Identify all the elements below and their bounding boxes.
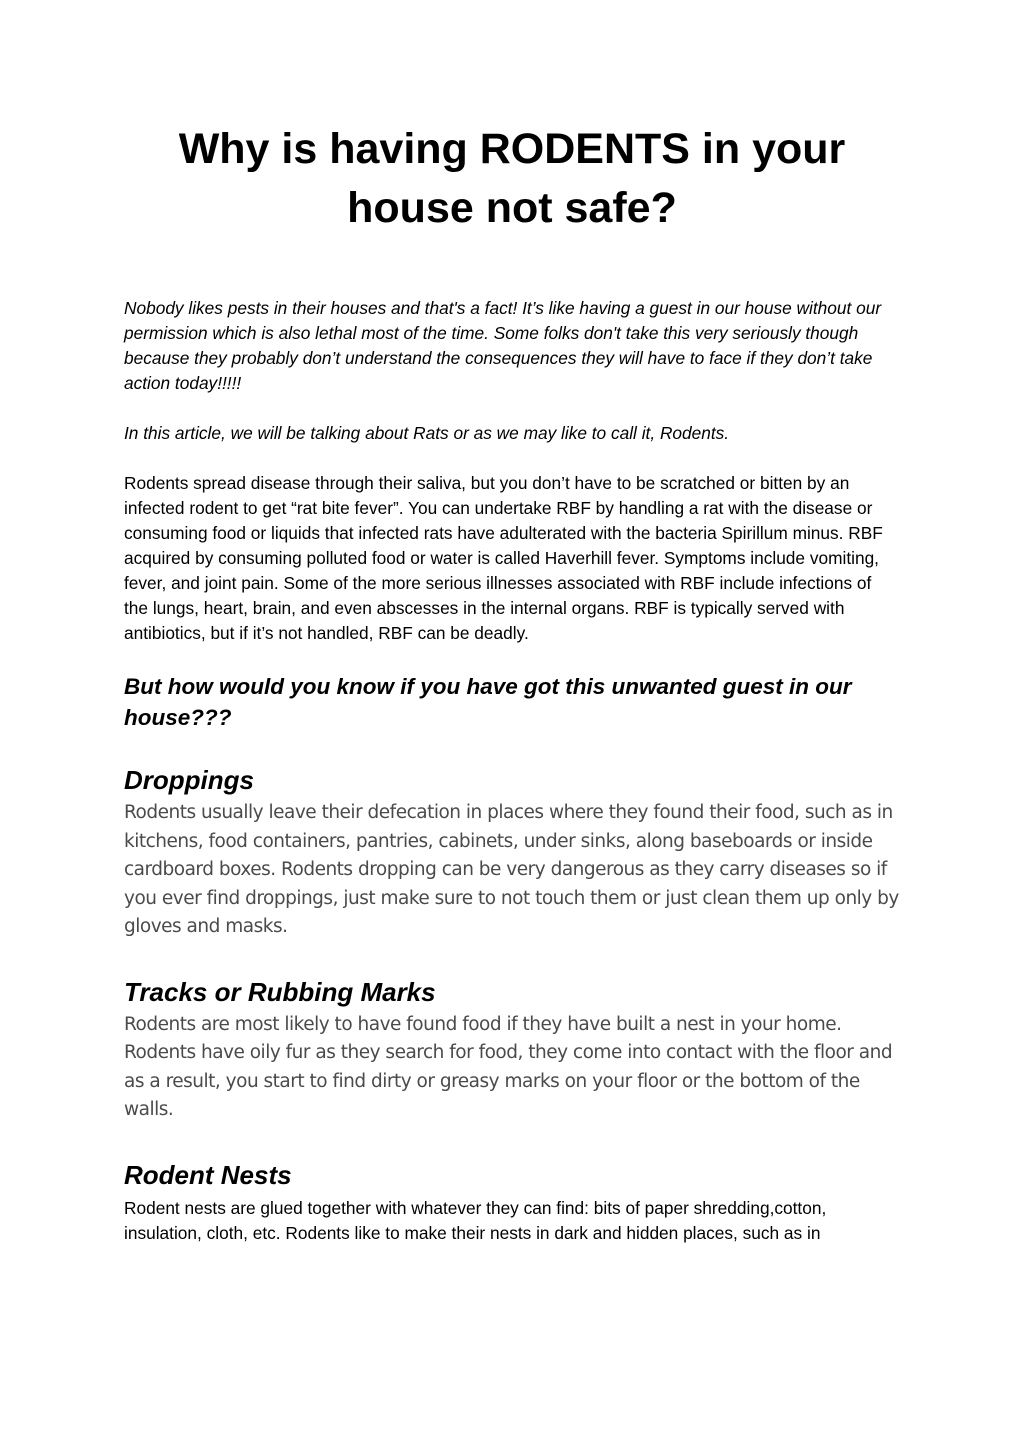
- disease-paragraph: Rodents spread disease through their saliva, but you don’t have to be scratched or bitten by an infected rodent to get “rat bite fever”. You can undertake RBF by handling a rat with the disease or consuming food or liquids that infected rats have adulterated with the bacteria Spirillum minus. RBF acquired by consuming polluted food or water is called Haverhill fever. Symptoms include vomiting, fever, and joint pain. Some of the more serious illnesses associated with RBF include infections of the lungs, heart, brain, and even abscesses in the internal organs. RBF is typically served with antibiotics, but if it’s not handled, RBF can be deadly.: [124, 473, 883, 643]
- article-body: [124, 296, 900, 1246]
- section-heading-tracks: Tracks or Rubbing Marks: [124, 976, 436, 1007]
- section-heading-nests: Rodent Nests: [124, 1159, 292, 1190]
- article-note-paragraph: In this article, we will be talking about Rats or as we may like to call it, Rodents.: [124, 423, 730, 443]
- section-heading-droppings: Droppings: [124, 765, 254, 795]
- question-heading: But how would you know if you have got this unwanted guest in our house???: [124, 674, 852, 730]
- page-title: [124, 120, 900, 238]
- section-body-droppings: Rodents usually leave their defecation in places where they found their food, such as in kitchens, food containers, pantries, cabinets, under sinks, along baseboards or inside cardboard boxes. Rodents dropping can be very dangerous as they carry diseases so if you ever find droppings, just make sure to not touch them or just clean them up only by gloves and masks.: [124, 802, 899, 937]
- section-body-nests: Rodent nests are glued together with whatever they can find: bits of paper shredding,cotton, insulation, cloth, etc. Rodents like to make their nests in dark and hidden places, such as in: [124, 1197, 827, 1243]
- intro-paragraph: Nobody likes pests in their houses and that's a fact! It’s like having a guest in our house without our permission which is also lethal most of the time. Some folks don't take this very seriously though because they probably don’t understand the consequences they will have to face if they don’t take action today!!!!!: [124, 298, 882, 393]
- section-body-tracks: Rodents are most likely to have found food if they have built a nest in your home. Rodents have oily fur as they search for food, they come into contact with the floor and as a result, you start to find dirty or greasy marks on your floor or the bottom of the walls.: [124, 1013, 893, 1120]
- title-line-1: Why is having RODENTS in your: [178, 125, 846, 173]
- title-line-2: house not safe?: [347, 184, 677, 232]
